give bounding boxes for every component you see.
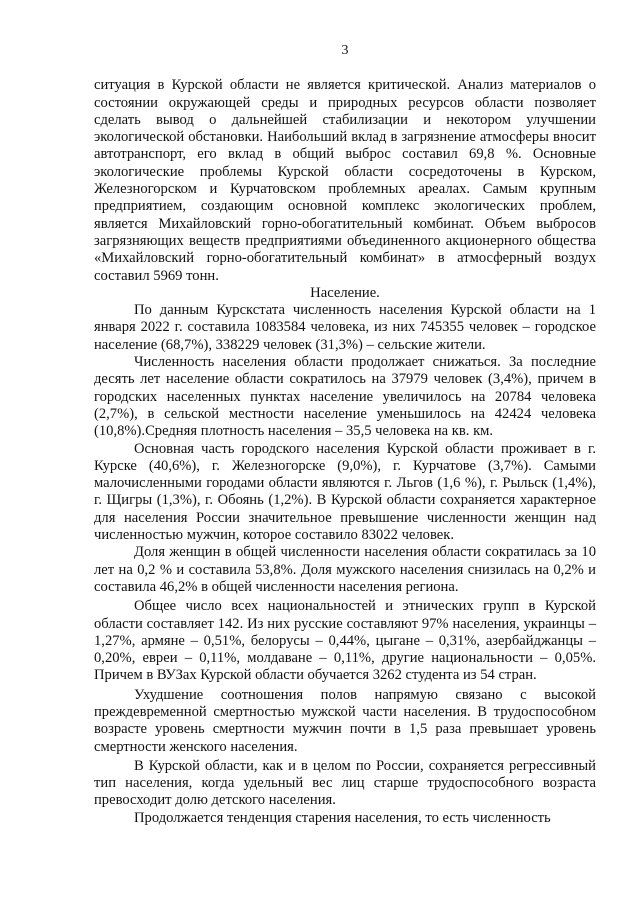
section-heading-population: Население.	[310, 284, 380, 301]
paragraph-nationalities: Общее число всех национальностей и этнических групп в Курской области составляет 142. Из них русские составляют 97% населения, украинцы – 1,27%, армяне – 0,51%, белорусы – 0,44%, цыгане – 0,31%, азербайджанцы – 0,20%, евреи – 0,11%, молдаване – 0,11%, другие национальности – 0,05%. Причем в ВУЗах Курской области обучается 3262 студента из 54 стран.	[94, 598, 596, 684]
page-number: 3	[341, 43, 349, 58]
paragraph-ecology-continuation: ситуация в Курской области не является критической. Анализ материалов о состоянии окружающей среды и природных ресурсов области позволяет сделать вывод о дальнейшей стабилизации и некотором улучшении экологической обстановки. Наибольший вклад в загрязнение атмосферы вносит автотранспорт, его вклад в общий выброс составил 69,8 %. Основные экологические проблемы Курской области сосредоточены в Курском, Железногорском и Курчатовском проблемных ареалах. Самым крупным предприятием, создающим основной комплекс экологических проблем, является Михайловский горно-обогатительный комбинат. Объем выбросов загрязняющих веществ предприятиями объединенного акционерного общества «Михайловский горно-обогатительный комбинат» в атмосферный воздух составил 5969 тонн.	[94, 77, 596, 284]
paragraph-population-decline: Численность населения области продолжает снижаться. За последние десять лет население области сократилось на 37979 человек (3,4%), причем в городских населенных пунктах население увеличилось на 20784 человека (2,7%), в сельской местности население уменьшилось на 42424 человека (10,8%).Средняя плотность населения – 35,5 человека на кв. км.	[94, 354, 596, 440]
paragraph-aging: Продолжается тенденция старения населения, то есть численность	[134, 809, 551, 826]
paragraph-population-total: По данным Курскстата численность населения Курской области на 1 января 2022 г. составила 1083584 человека, из них 745355 человек – городское население (68,7%), 338229 человек (31,3%) – сельские жители.	[94, 302, 596, 353]
paragraph-mortality: Ухудшение соотношения полов напрямую связано с высокой преждевременной смертностью мужской части населения. В трудоспособном возрасте уровень смертности мужчин почти в 1,5 раза превышает уровень смертности женского населения.	[94, 686, 596, 755]
paragraph-urban-distribution: Основная часть городского населения Курской области проживает в г. Курске (40,6%), г. Железногорске (9,0%), г. Курчатове (3,7%). Самыми малочисленными городами области являются г. Льгов (1,6 %), г. Рыльск (1,4%), г. Щигры (1,3%), г. Обоянь (1,2%). В Курской области сохраняется характерное для населения России значительное превышение численности женщин над численностью мужчин, которое составило 83022 человек.	[94, 440, 596, 544]
paragraph-gender-share: Доля женщин в общей численности населения области сократилась за 10 лет на 0,2 % и составила 53,8%. Доля мужского населения снизилась на 0,2% и составила 46,2% в общей численности населения региона.	[94, 544, 596, 595]
paragraph-population-type: В Курской области, как и в целом по России, сохраняется регрессивный тип населения, когда удельный вес лиц старше трудоспособного возраста превосходит долю детского населения.	[94, 757, 596, 809]
